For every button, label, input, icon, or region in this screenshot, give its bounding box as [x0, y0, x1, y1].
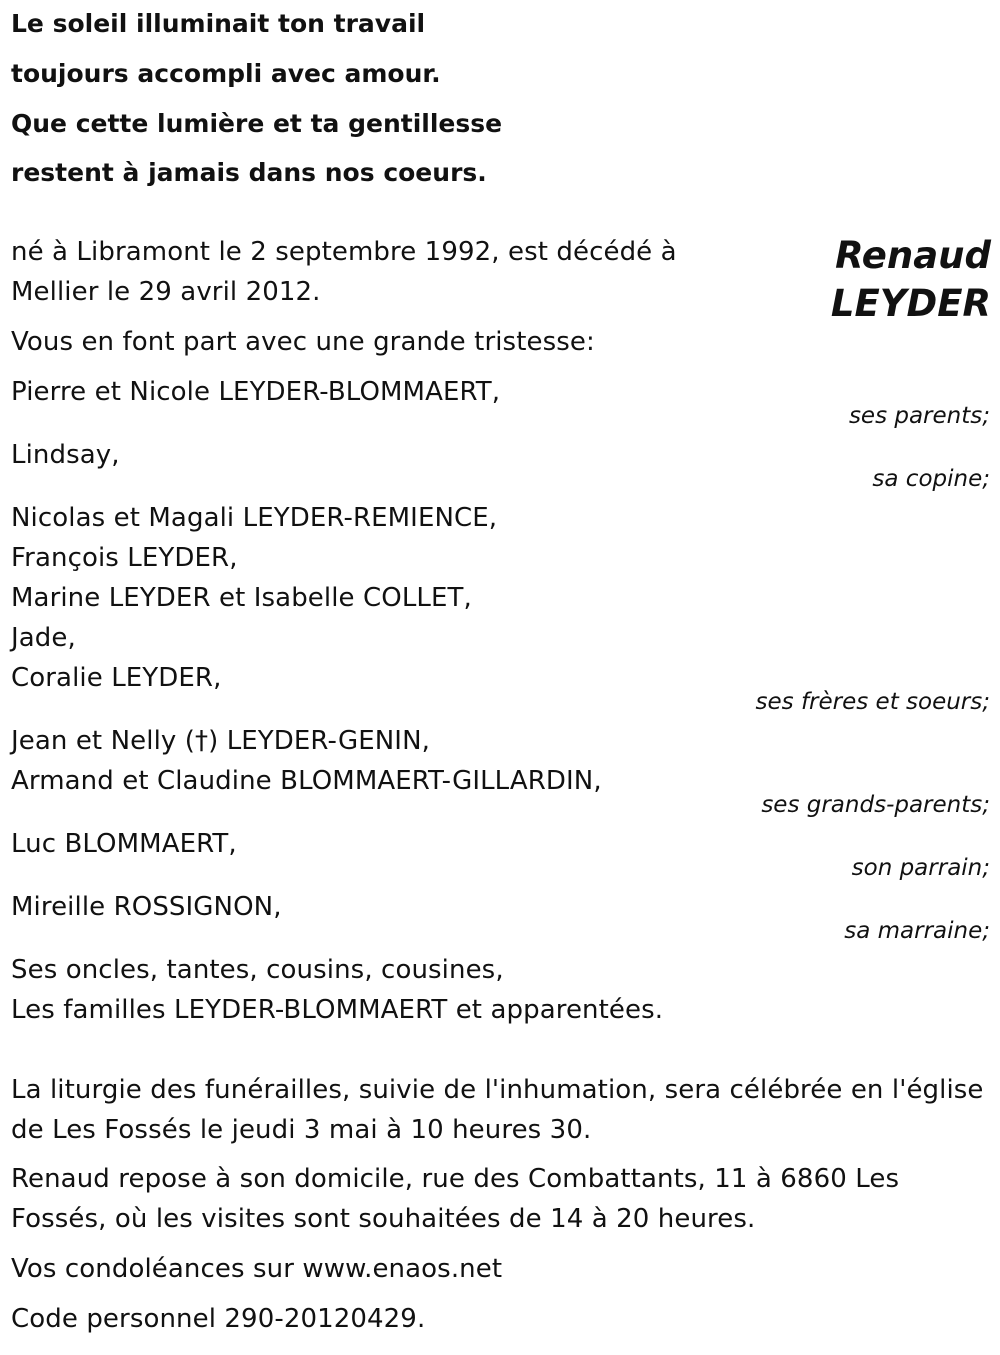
- funeral-details: de Les Fossés le jeudi 3 mai à 10 heures 30.: [11, 1115, 592, 1145]
- relation-label: sa copine;: [872, 466, 990, 492]
- family-member: Pierre et Nicole LEYDER-BLOMMAERT,: [11, 377, 501, 407]
- personal-code: Code personnel 290-20120429.: [11, 1304, 426, 1334]
- deceased-first-name: Renaud: [835, 234, 991, 277]
- family-member: Coralie LEYDER,: [11, 663, 222, 693]
- verse-line: Que cette lumière et ta gentillesse: [11, 109, 503, 138]
- relation-label: ses grands-parents;: [761, 792, 990, 818]
- deceased-last-name: LEYDER: [830, 282, 991, 325]
- relation-label: ses parents;: [848, 403, 990, 429]
- family-member: Marine LEYDER et Isabelle COLLET,: [11, 583, 472, 613]
- family-member: Mireille ROSSIGNON,: [11, 892, 282, 922]
- relation-label: sa marraine;: [844, 918, 990, 944]
- relation-label: son parrain;: [851, 855, 990, 881]
- birth-death-line: Mellier le 29 avril 2012.: [11, 277, 321, 307]
- extended-family: Ses oncles, tantes, cousins, cousines,: [11, 955, 504, 985]
- visit-details: Renaud repose à son domicile, rue des Combattants, 11 à 6860 Les: [11, 1164, 900, 1194]
- verse-line: restent à jamais dans nos coeurs.: [11, 158, 487, 187]
- birth-death-line: né à Libramont le 2 septembre 1992, est décédé à: [11, 237, 677, 267]
- relation-label: ses frères et soeurs;: [755, 689, 990, 715]
- family-member: Lindsay,: [11, 440, 120, 470]
- family-member: Nicolas et Magali LEYDER-REMIENCE,: [11, 503, 498, 533]
- verse-line: toujours accompli avec amour.: [11, 59, 441, 88]
- extended-family: Les familles LEYDER-BLOMMAERT et apparentées.: [11, 995, 664, 1025]
- announcement: Vous en font part avec une grande tristesse:: [11, 327, 595, 357]
- family-member: Armand et Claudine BLOMMAERT-GILLARDIN,: [11, 766, 602, 796]
- family-member: Jade,: [11, 623, 76, 653]
- funeral-details: La liturgie des funérailles, suivie de l'inhumation, sera célébrée en l'église: [11, 1075, 984, 1105]
- verse-line: Le soleil illuminait ton travail: [11, 9, 426, 38]
- family-member: Jean et Nelly (†) LEYDER-GENIN,: [11, 726, 430, 756]
- family-member: François LEYDER,: [11, 543, 238, 573]
- visit-details: Fossés, où les visites sont souhaitées de 14 à 20 heures.: [11, 1204, 756, 1234]
- family-member: Luc BLOMMAERT,: [11, 829, 237, 859]
- condolences-line: Vos condoléances sur www.enaos.net: [11, 1254, 503, 1284]
